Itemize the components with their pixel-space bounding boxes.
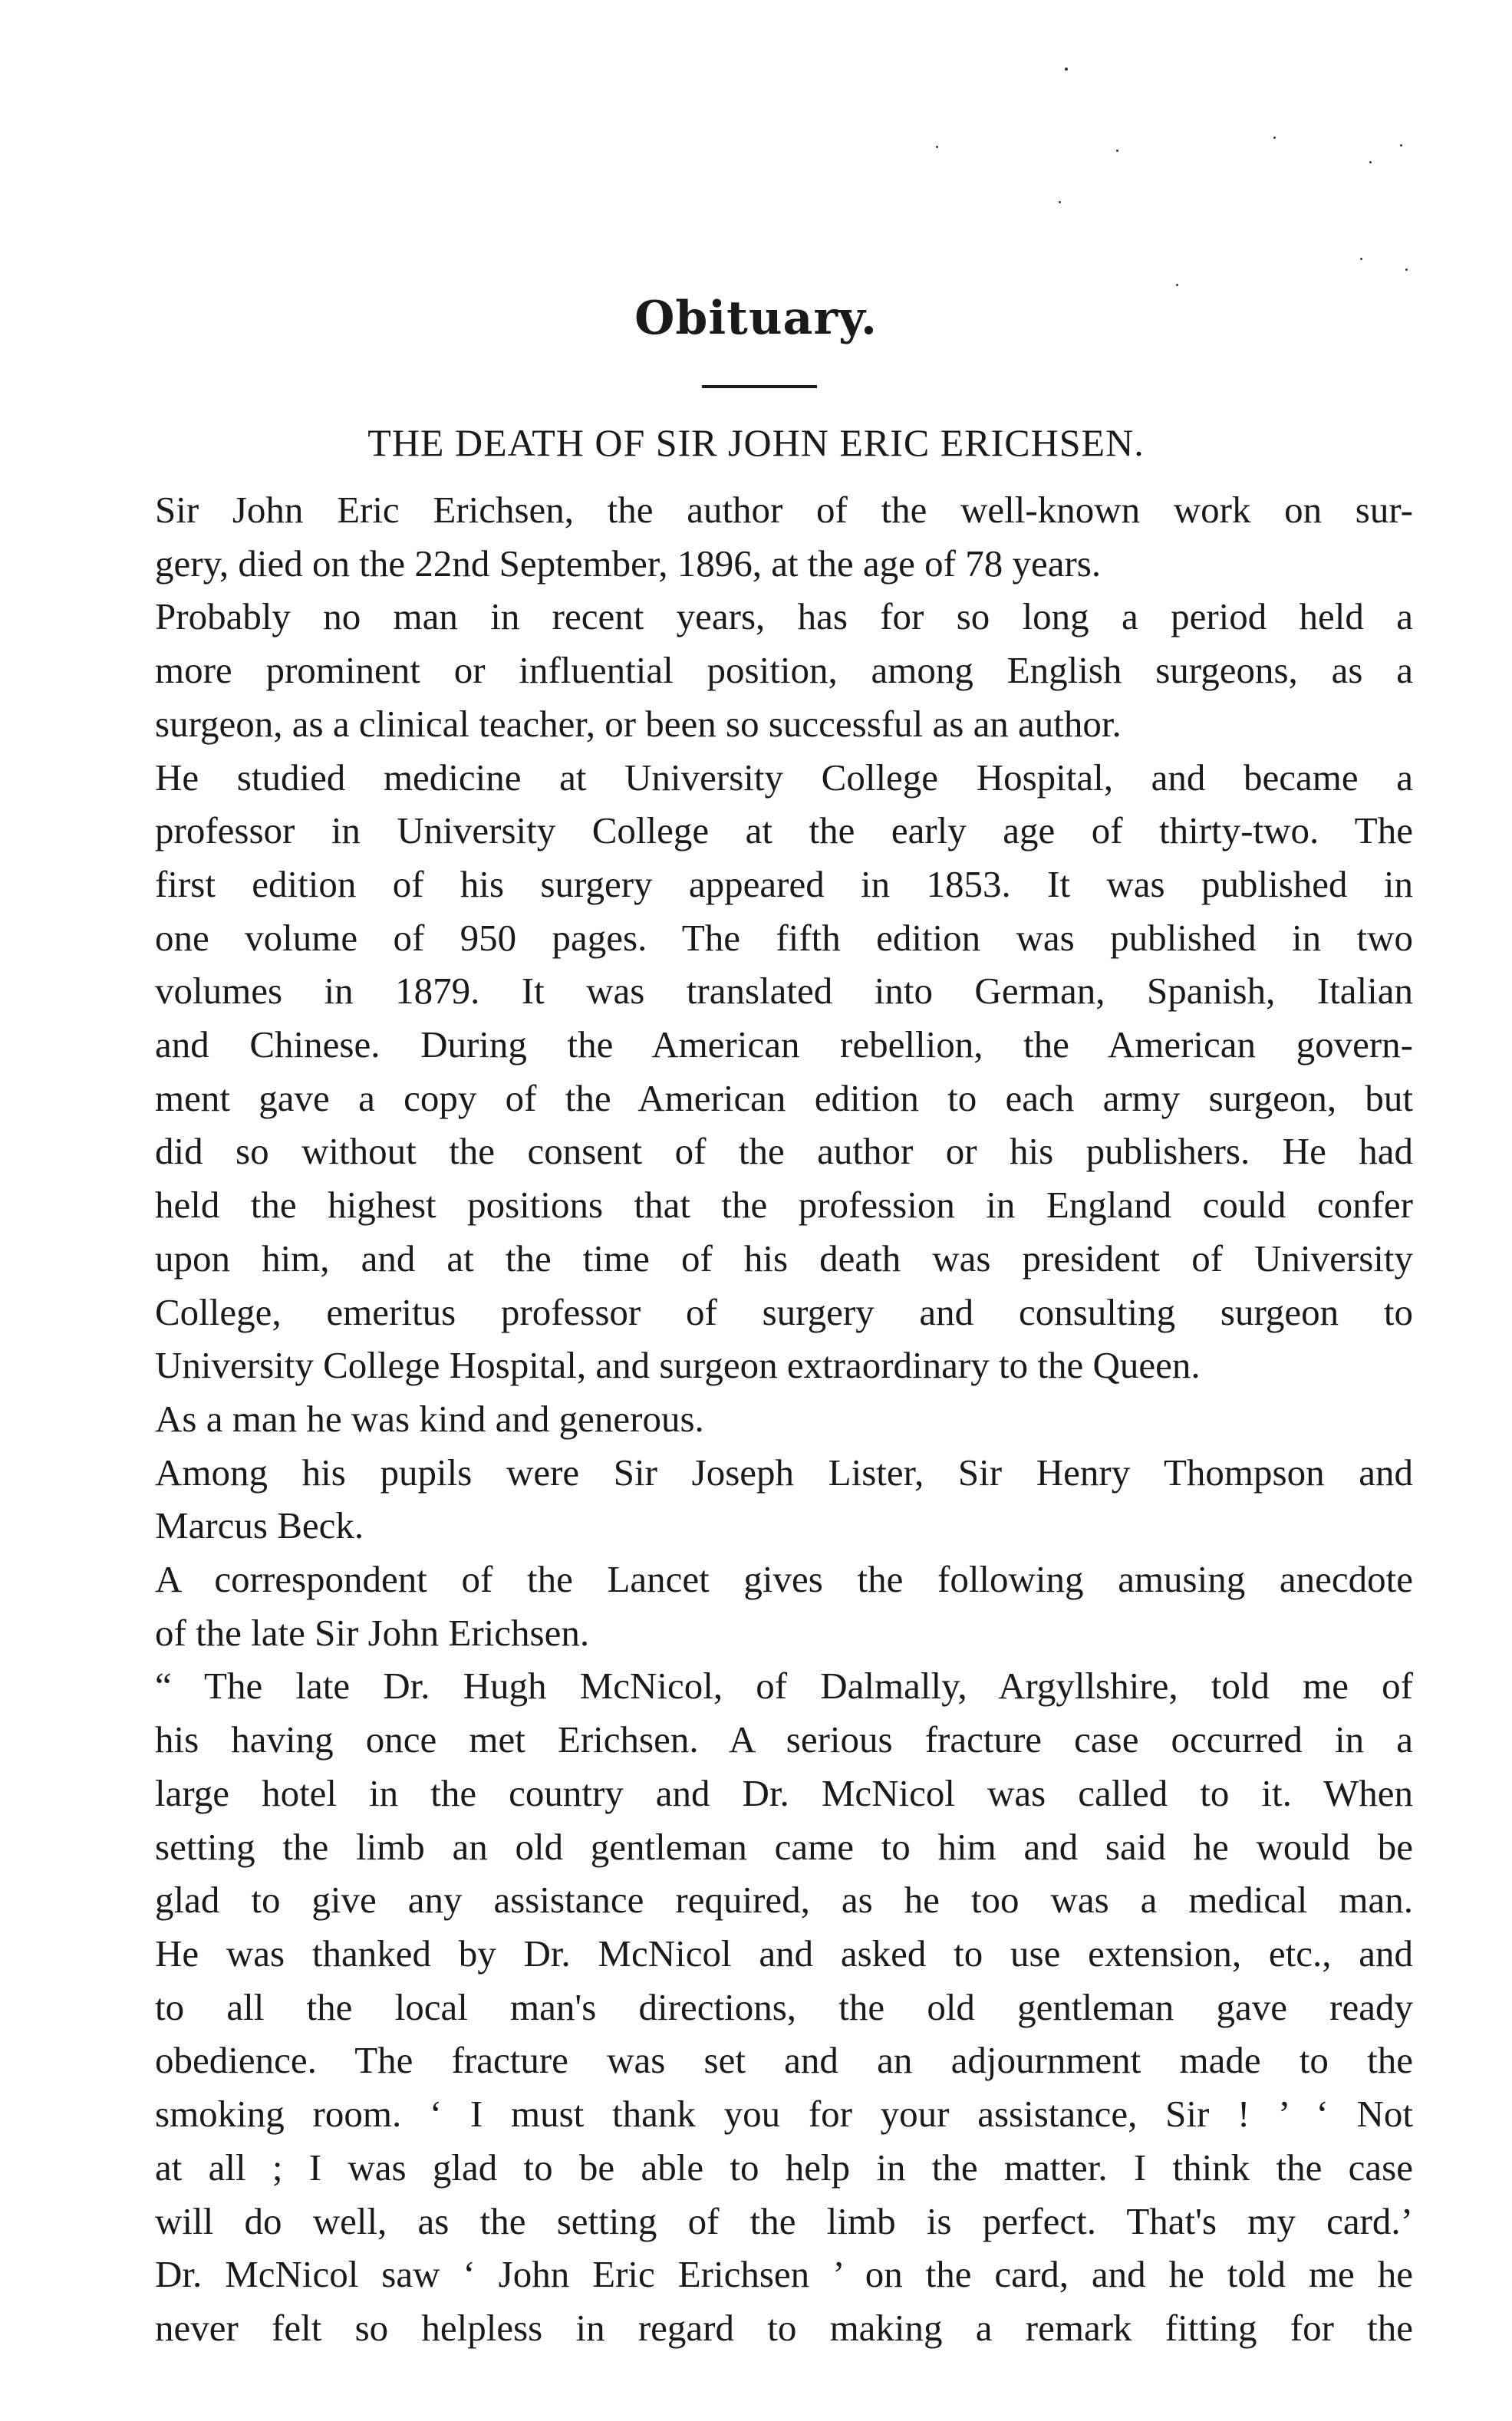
text-line: College, emeritus professor of surgery and consulting surgeon to bbox=[155, 1290, 1413, 1333]
text-line: held the highest positions that the profession in England could confer bbox=[155, 1184, 1413, 1227]
text-line: glad to give any assistance required, as he too was a medical man. bbox=[155, 1879, 1413, 1922]
text-line: smoking room. ‘ I must thank you for your assistance, Sir ! ’ ‘ Not bbox=[155, 2093, 1413, 2136]
text-line: first edition of his surgery appeared in 1853. It was published in bbox=[155, 862, 1413, 905]
text-line: He studied medicine at University College Hospital, and became a bbox=[155, 756, 1413, 799]
text-line: surgeon, as a clinical teacher, or been so successful as an author. bbox=[155, 702, 1122, 745]
scan-speck bbox=[1405, 268, 1408, 271]
text-line: did so without the consent of the author or his publishers. He had bbox=[155, 1130, 1413, 1173]
scan-speck bbox=[1059, 201, 1061, 203]
text-line: obedience. The fracture was set and an adjournment made to the bbox=[155, 2039, 1413, 2082]
paragraph bbox=[109, 590, 1413, 750]
text-line: large hotel in the country and Dr. McNicol was called to it. When bbox=[155, 1771, 1413, 1814]
section-heading: Obituary. bbox=[634, 292, 878, 345]
paragraph bbox=[109, 1659, 1413, 2354]
scan-speck bbox=[1400, 144, 1402, 147]
text-line: Sir John Eric Erichsen, the author of the well-known work on sur- bbox=[155, 489, 1413, 531]
scan-speck bbox=[1369, 161, 1372, 163]
text-line: his having once met Erichsen. A serious fracture case occurred in a bbox=[155, 1718, 1413, 1761]
heading-rule bbox=[702, 385, 817, 388]
scan-speck bbox=[936, 146, 938, 148]
scan-speck bbox=[1065, 68, 1068, 71]
text-line: A correspondent of the Lancet gives the following amusing anecdote bbox=[155, 1558, 1413, 1601]
paragraph bbox=[109, 751, 1413, 1392]
text-line: University College Hospital, and surgeon extraordinary to the Queen. bbox=[155, 1344, 1201, 1387]
text-line: more prominent or influential position, among English surgeons, as a bbox=[155, 649, 1413, 692]
text-line: to all the local man's directions, the old gentleman gave ready bbox=[155, 1985, 1413, 2028]
paragraph bbox=[109, 483, 1413, 590]
text-line: upon him, and at the time of his death was president of University bbox=[155, 1237, 1413, 1280]
paragraph bbox=[109, 1392, 1413, 1446]
scan-speck bbox=[1273, 137, 1276, 139]
text-line: Probably no man in recent years, has for so long a period held a bbox=[155, 595, 1413, 638]
text-line: Dr. McNicol saw ‘ John Eric Erichsen ’ on the card, and he told me he bbox=[155, 2253, 1413, 2296]
text-line: setting the limb an old gentleman came to him and said he would be bbox=[155, 1825, 1413, 1868]
text-line: volumes in 1879. It was translated into German, Spanish, Italian bbox=[155, 970, 1413, 1013]
paragraph bbox=[109, 1553, 1413, 1659]
text-line: will do well, as the setting of the limb is perfect. That's my card.’ bbox=[155, 2199, 1413, 2242]
article-title: THE DEATH OF SIR JOHN ERIC ERICHSEN. bbox=[367, 421, 1145, 464]
text-line: He was thanked by Dr. McNicol and asked to use extension, etc., and bbox=[155, 1932, 1413, 1975]
text-line: Marcus Beck. bbox=[155, 1504, 364, 1547]
text-line: ment gave a copy of the American edition to each army surgeon, but bbox=[155, 1076, 1413, 1119]
text-line: of the late Sir John Erichsen. bbox=[155, 1611, 590, 1654]
text-line: professor in University College at the early age of thirty-two. The bbox=[155, 809, 1413, 852]
text-line: at all ; I was glad to be able to help in the matter. I think the case bbox=[155, 2146, 1413, 2189]
text-line: As a man he was kind and generous. bbox=[155, 1397, 704, 1440]
scan-speck bbox=[1116, 150, 1118, 152]
text-line: never felt so helpless in regard to making a remark fitting for the bbox=[155, 2306, 1413, 2349]
text-line: gery, died on the 22nd September, 1896, at the age of 78 years. bbox=[155, 542, 1102, 585]
scan-speck bbox=[1176, 284, 1178, 286]
article-body bbox=[109, 483, 1413, 2355]
paragraph bbox=[109, 1446, 1413, 1553]
text-line: Among his pupils were Sir Joseph Lister, Sir Henry Thompson and bbox=[155, 1451, 1413, 1494]
text-line: “ The late Dr. Hugh McNicol, of Dalmally, Argyllshire, told me of bbox=[155, 1665, 1413, 1708]
text-line: and Chinese. During the American rebellion, the American govern- bbox=[155, 1023, 1413, 1066]
scan-speck bbox=[1360, 258, 1362, 260]
text-line: one volume of 950 pages. The fifth edition was published in two bbox=[155, 916, 1413, 959]
